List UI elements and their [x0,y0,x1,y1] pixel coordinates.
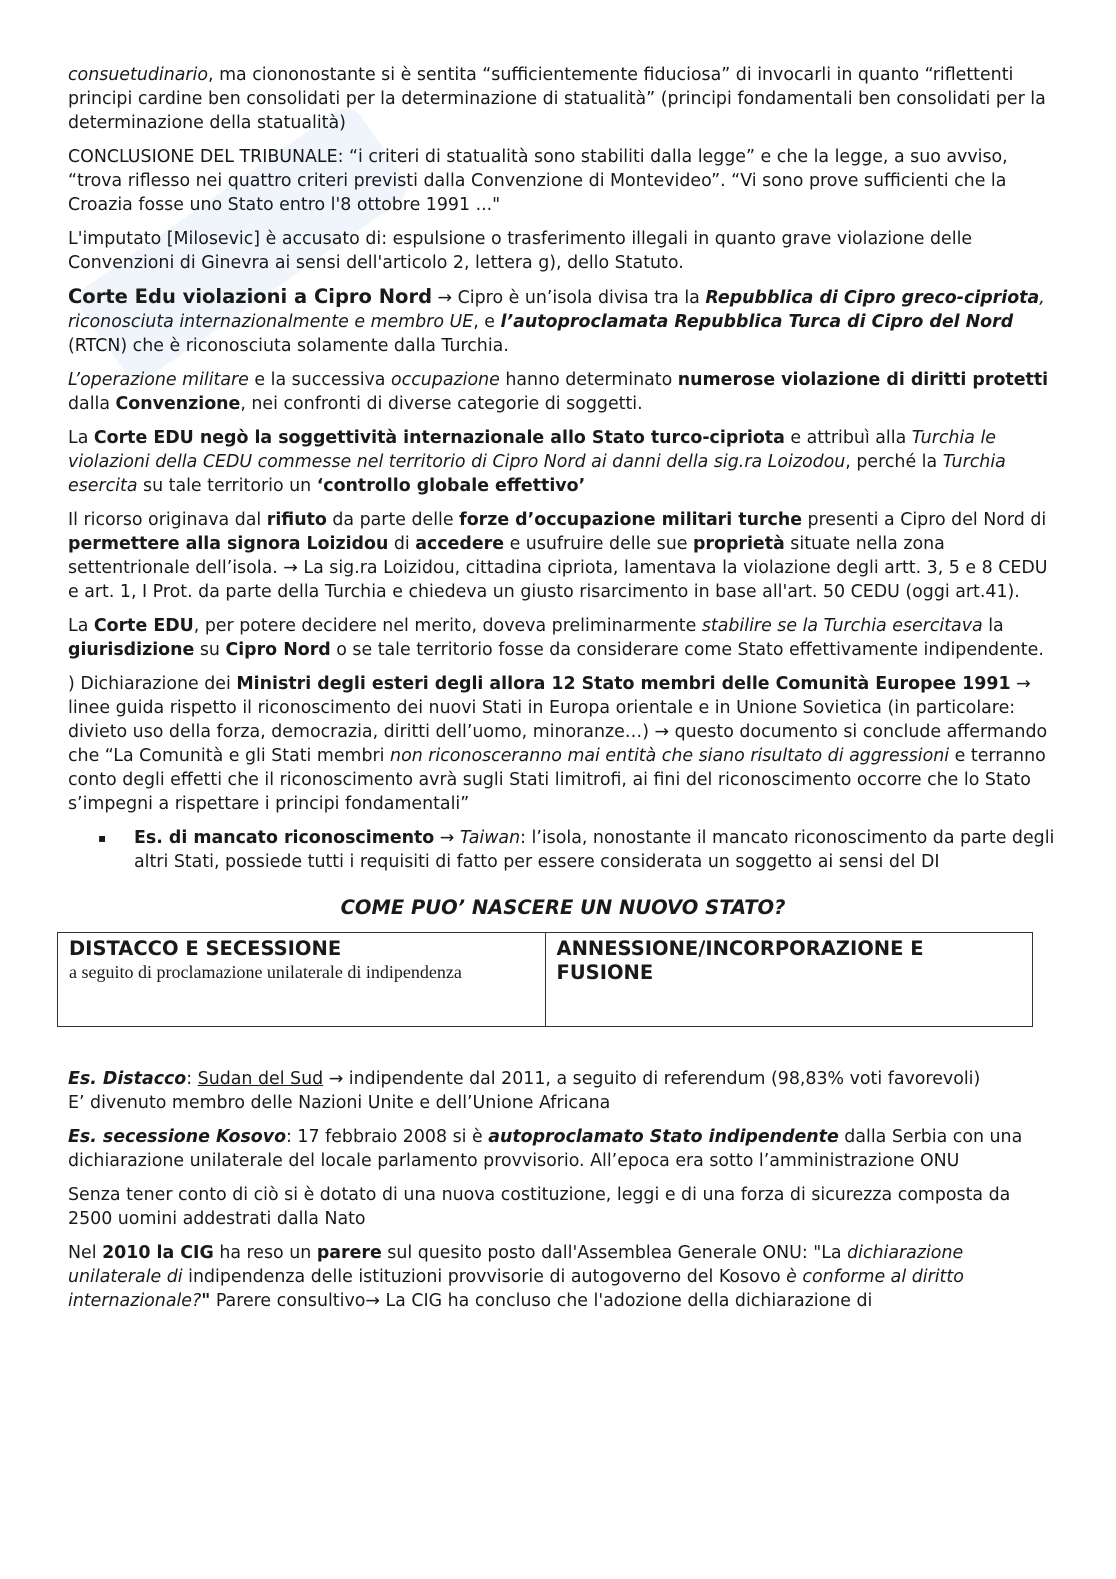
paragraph-costituzione: Senza tener conto di ciò si è dotato di una nuova costituzione, leggi e di una forza di sicurezza composta da 2500 uomini addestrati dalla Nato [68,1185,1011,1229]
document-page [68,63,1058,1323]
table-cell-distacco: DISTACCO E SECESSIONE a seguito di proclamazione unilaterale di indipendenza [58,933,546,1027]
paragraph-es-kosovo: Es. secessione Kosovo: 17 febbraio 2008 si è autoproclamato Stato indipendente dalla Serbia con una dichiarazione unilaterale del locale parlamento provvisorio. All’epoca era sotto l’amministrazione ONU [68,1127,1023,1171]
paragraph-cig-parere: Nel 2010 la CIG ha reso un parere sul quesito posto dall'Assemblea Generale ONU: "La dichiarazione unilaterale di indipendenza delle istituzioni provvisorie di autogoverno del Kosovo è conforme al diritto internazionale?" Parere consultivo→ La CIG ha concluso che l'adozione della dichiarazione di [68,1243,964,1311]
paragraph-es-distacco: Es. Distacco: Sudan del Sud → indipendente dal 2011, a seguito di referendum (98,83% voti favorevoli) E’ divenuto membro delle Nazioni Unite e dell’Unione Africana [68,1069,981,1113]
paragraph-giurisdizione: La Corte EDU, per potere decidere nel merito, doveva preliminarmente stabilire se la Turchia esercitava la giurisdizione su Cipro Nord o se tale territorio fosse da considerare come Stato effettivamente indipendente. [68,616,1044,660]
section-title: COME PUO’ NASCERE UN NUOVO STATO? [340,896,786,919]
paragraph-corte-edu: La Corte EDU negò la soggettività internazionale allo Stato turco-cipriota e attribuì alla Turchia le violazioni della CEDU commesse nel territorio di Cipro Nord ai danni della sig.ra Loizodou, perché la Turchia esercita su tale territorio un ‘controllo globale effettivo’ [68,428,1006,496]
paragraph-consuetudinario: consuetudinario, ma ciononostante si è sentita “sufficientemente fiduciosa” di invocarli in quanto “riflettenti principi cardine ben consolidati per la determinazione di statualità” (principi fondamentali ben consolidati per la determinazione della statualità) [68,65,1046,133]
new-state-table [57,932,1033,1027]
bullet-icon: ▪ [98,831,107,845]
table-cell-annessione: ANNESSIONE/INCORPORAZIONE E FUSIONE [545,933,1033,1027]
paragraph-imputato: L'imputato [Milosevic] è accusato di: espulsione o trasferimento illegali in quanto grave violazione delle Convenzioni di Ginevra ai sensi dell'articolo 2, lettera g), dello Statuto. [68,229,973,273]
paragraph-conclusione-tribunale: CONCLUSIONE DEL TRIBUNALE: “i criteri di statualità sono stabiliti dalla legge” e che la legge, a suo avviso, “trova riflesso nei quattro criteri previsti dalla Convenzione di Montevideo”. “Vi sono prove sufficienti che la Croazia fosse uno Stato entro l'8 ottobre 1991 ..." [68,147,1008,215]
list-item: ▪ Es. di mancato riconoscimento → Taiwan: l’isola, nonostante il mancato riconoscimento da parte degli altri Stati, possiede tutti i requisiti di fatto per essere considerata un soggetto ai sensi del DI [98,828,1055,872]
paragraph-operazione-militare: L’operazione militare e la successiva occupazione hanno determinato numerose violazione di diritti protetti dalla Convenzione, nei confronti di diverse categorie di soggetti. [68,370,1049,414]
paragraph-cipro-nord: Corte Edu violazioni a Cipro Nord → Cipro è un’isola divisa tra la Repubblica di Cipro greco-cipriota, riconosciuta internazionalmente e membro UE, e l’autoproclamata Repubblica Turca di Cipro del Nord (RTCN) che è riconosciuta solamente dalla Turchia. [68,285,1045,356]
paragraph-dichiarazione-ministri: ) Dichiarazione dei Ministri degli esteri degli allora 12 Stato membri delle Comunità Europee 1991 → linee guida rispetto il riconoscimento dei nuovi Stati in Europa orientale e in Unione Sovietica (in particolare: divieto uso della forza, democrazia, diritti dell’uomo, minoranze…) → questo documento si conclude affermando che “La Comunità e gli Stati membri non riconosceranno mai entità che siano risultato di aggressioni e terranno conto degli effetti che il riconoscimento avrà sugli Stati limitrofi, ai fini del riconoscimento occorre che lo Stato s’impegni a rispettare i principi fondamentali” [68,674,1048,814]
paragraph-ricorso: Il ricorso originava dal rifiuto da parte delle forze d’occupazione militari turche presenti a Cipro del Nord di permettere alla signora Loizidou di accedere e usufruire delle sue proprietà situate nella zona settentrionale dell’isola. → La sig.ra Loizidou, cittadina cipriota, lamentava la violazione degli artt. 3, 5 e 8 CEDU e art. 1, I Prot. da parte della Turchia e chiedeva un giusto risarcimento in base all'art. 50 CEDU (oggi art.41). [68,510,1048,602]
